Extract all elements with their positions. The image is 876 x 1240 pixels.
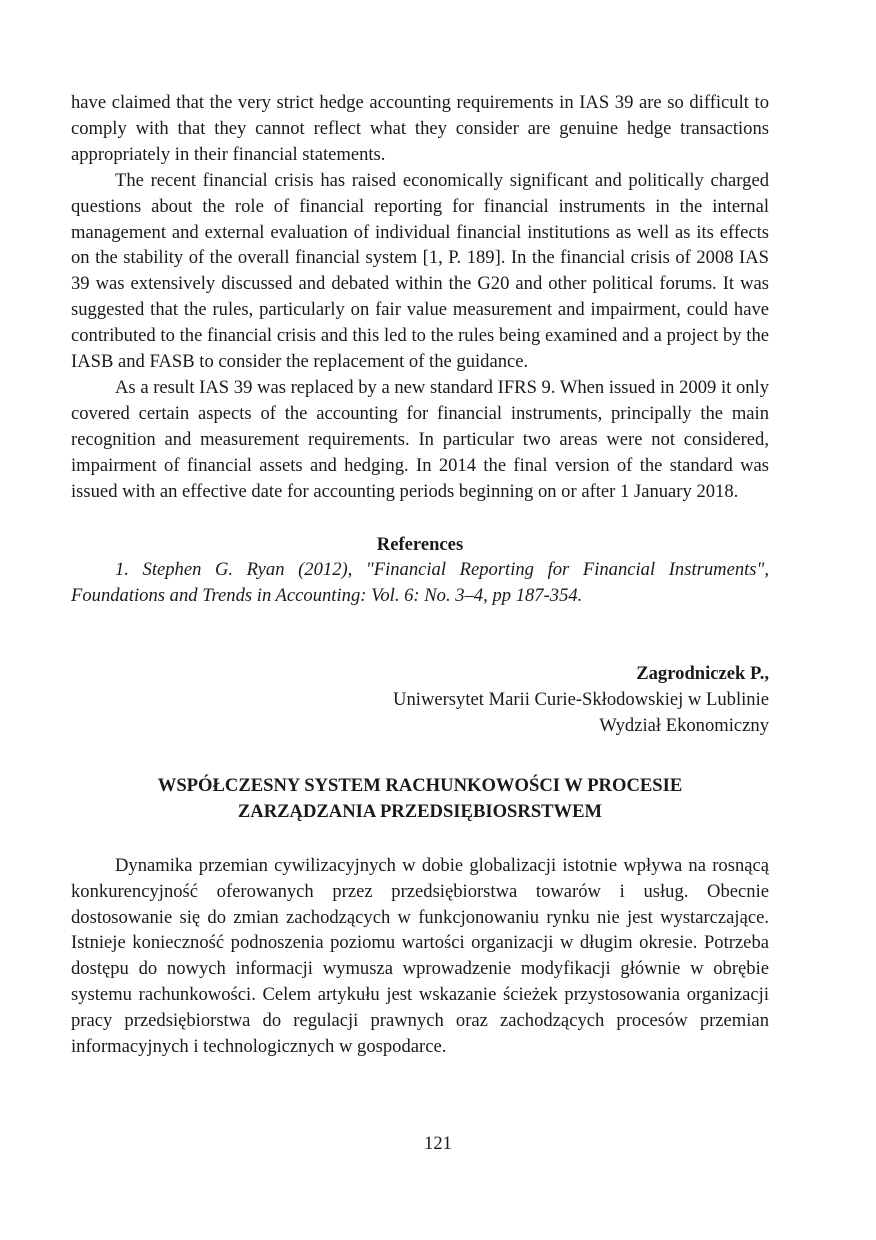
affiliation-university: Uniwersytet Marii Curie-Skłodowskiej w Lublinie [393, 689, 769, 711]
author-block [71, 661, 769, 739]
reference-item: 1. Stephen G. Ryan (2012), "Financial Reporting for Financial Instruments", Foundations and Trends in Accounting: Vol. 6: No. 3–4, pp 187-354. [71, 559, 769, 607]
author-name: Zagrodniczek P., [636, 663, 769, 685]
continuation-paragraph: have claimed that the very strict hedge accounting requirements in IAS 39 are so difficult to comply with that they cannot reflect what they consider are genuine hedge transactions appropriately in their financial statements. [71, 92, 769, 165]
article-abstract: Dynamika przemian cywilizacyjnych w dobie globalizacji istotnie wpływa na rosnącą konkurencyjność oferowanych przez przedsiębiorstwa towarów i usług. Obecnie dostosowanie się do zmian zachodzących w funkcjonowaniu rynku nie jest wystarczające. Istnieje konieczność podnoszenia poziomu wartości organizacji w długim okresie. Potrzeba dostępu do nowych informacji wymusza wprowadzenie modyfikacji głównie w obrębie systemu rachunkowości. Celem artykułu jest wskazanie ścieżek przystosowania organizacji pracy przedsiębiorstwa do regulacji prawnych oraz zachodzących procesów przemian informacyjnych i technologicznych w gospodarce. [71, 854, 769, 1058]
paragraph-financial-crisis: The recent financial crisis has raised economically significant and politically charged questions about the role of financial reporting for financial instruments in the internal management and external evaluation of individual financial institutions as well as its effects on the stability of the overall financial system [1, P. 189]. In the financial crisis of 2008 IAS 39 was extensively discussed and debated within the G20 and other political forums. It was suggested that the rules, particularly on fair value measurement and impairment, could have contributed to the financial crisis and this led to the rules being examined and a project by the IASB and FASB to consider the replacement of the guidance. [71, 169, 769, 373]
references-heading: References [376, 533, 464, 555]
article-title-line-2: ZARZĄDZANIA PRZEDSIĘBIOSRSTWEM [237, 800, 603, 822]
page-number: 121 [424, 1133, 452, 1154]
paragraph-ifrs9: As a result IAS 39 was replaced by a new standard IFRS 9. When issued in 2009 it only covered certain aspects of the accounting for financial instruments, principally the main recognition and measurement requirements. In particular two areas were not considered, impairment of financial assets and hedging. In 2014 the final version of the standard was issued with an effective date for accounting periods beginning on or after 1 January 2018. [71, 376, 769, 502]
article-title [71, 773, 769, 825]
document-page [71, 90, 769, 1060]
article-title-line-1: WSPÓŁCZESNY SYSTEM RACHUNKOWOŚCI W PROCESIE [157, 774, 683, 796]
affiliation-faculty: Wydział Ekonomiczny [599, 715, 769, 737]
